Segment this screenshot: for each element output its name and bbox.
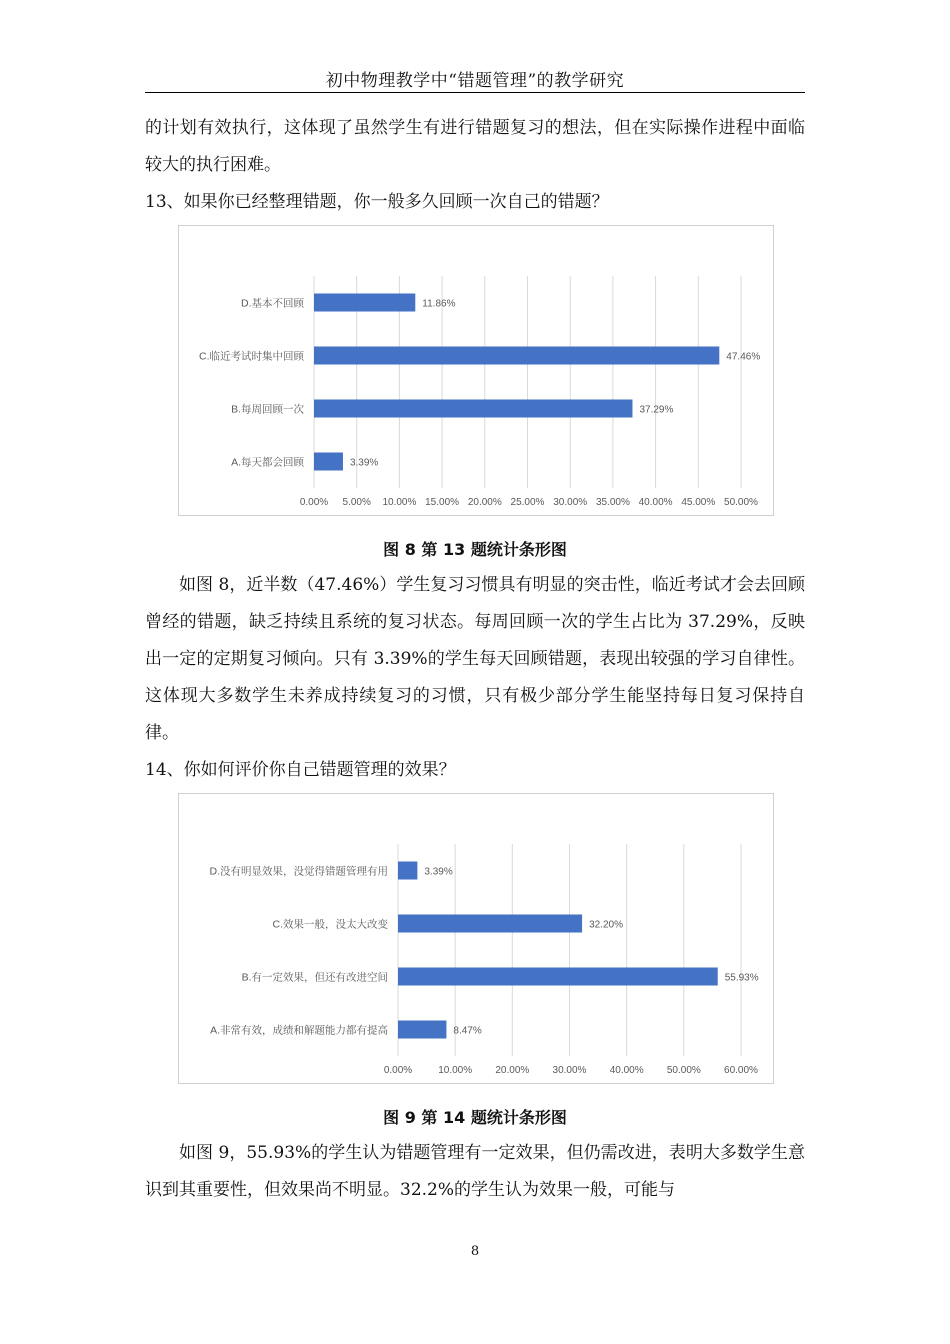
category-label: D.基本不回顾 — [241, 297, 304, 310]
x-tick-label: 0.00% — [383, 1065, 413, 1076]
bar — [398, 967, 718, 985]
chart-figure-9 — [178, 793, 774, 1084]
paragraph-figure-8-analysis — [145, 567, 805, 752]
page-number: 8 — [470, 1244, 480, 1259]
paragraph-text: 如图 9，55.93%的学生认为错题管理有一定效果，但仍需改进，表明大多数学生意识到其重要性，但效果尚不明显。32.2%的学生认为效果一般，可能与 — [145, 1143, 805, 1200]
x-tick-label: 60.00% — [724, 1065, 758, 1076]
paragraph-text: 的计划有效执行，这体现了虽然学生有进行错题复习的想法，但在实际操作进程中面临较大的执行困难。 — [145, 118, 805, 175]
x-tick-label: 20.00% — [495, 1065, 530, 1076]
bar — [314, 293, 415, 311]
question-14: 14、你如何评价你自己错题管理的效果？ — [145, 760, 456, 780]
category-label: A.每天都会回顾 — [231, 456, 304, 469]
bar — [314, 452, 343, 470]
question-13: 13、如果你已经整理错题，你一般多久回顾一次自己的错题？ — [145, 192, 609, 212]
figure-9-caption: 图 9 第 14 题统计条形图 — [383, 1108, 567, 1127]
chart-8-svg — [179, 226, 773, 515]
x-tick-label: 5.00% — [342, 497, 371, 508]
x-tick-label: 10.00% — [438, 1065, 473, 1076]
data-label: 37.29% — [639, 404, 674, 416]
bar — [398, 1020, 446, 1038]
paragraph-continuation — [145, 110, 805, 184]
data-label: 3.39% — [424, 866, 453, 878]
category-label: B.每周回顾一次 — [231, 403, 304, 416]
data-label: 47.46% — [726, 351, 761, 363]
header-rule — [145, 92, 805, 93]
data-label: 32.20% — [589, 919, 623, 931]
paragraph-text: 如图 8，近半数（47.46%）学生复习习惯具有明显的突击性，临近考试才会去回顾曾经的错题，缺乏持续且系统的复习状态。每周回顾一次的学生占比为 37.29%，反映出一定的定期复习倾向。只有 3.39%的学生每天回顾错题，表现出较强的学习自律性。这体现大多数学生未养成持续复习的习惯，只有极少部分学生能坚持每日复习保持自律。 — [145, 575, 805, 743]
x-tick-label: 40.00% — [638, 497, 673, 508]
paragraph-figure-9-analysis — [145, 1135, 805, 1209]
x-tick-label: 10.00% — [382, 497, 417, 508]
x-tick-label: 20.00% — [467, 497, 502, 508]
category-label: B.有一定效果，但还有改进空间 — [241, 971, 388, 984]
data-label: 3.39% — [349, 457, 379, 469]
page-header-title: 初中物理教学中“错题管理”的教学研究 — [325, 71, 625, 91]
data-label: 11.86% — [422, 298, 456, 310]
bar — [398, 914, 582, 932]
bar — [314, 346, 719, 364]
data-label: 8.47% — [453, 1025, 482, 1037]
x-tick-label: 45.00% — [681, 497, 716, 508]
x-tick-label: 50.00% — [724, 497, 758, 508]
figure-8-caption: 图 8 第 13 题统计条形图 — [383, 540, 567, 559]
chart-9-svg — [179, 794, 773, 1083]
x-tick-label: 30.00% — [553, 497, 588, 508]
x-tick-label: 30.00% — [552, 1065, 587, 1076]
category-label: A.非常有效，成绩和解题能力都有提高 — [210, 1024, 388, 1037]
x-tick-label: 40.00% — [609, 1065, 644, 1076]
x-tick-label: 15.00% — [425, 497, 460, 508]
x-tick-label: 0.00% — [299, 497, 329, 508]
category-label: C.效果一般，没太大改变 — [272, 918, 388, 931]
data-label: 55.93% — [724, 972, 759, 984]
category-label: D.没有明显效果，没觉得错题管理有用 — [209, 865, 388, 878]
x-tick-label: 50.00% — [666, 1065, 701, 1076]
bar — [398, 861, 417, 879]
x-tick-label: 35.00% — [595, 497, 630, 508]
bar — [314, 399, 632, 417]
category-label: C.临近考试时集中回顾 — [199, 350, 304, 363]
chart-figure-8 — [178, 225, 774, 516]
x-tick-label: 25.00% — [510, 497, 545, 508]
